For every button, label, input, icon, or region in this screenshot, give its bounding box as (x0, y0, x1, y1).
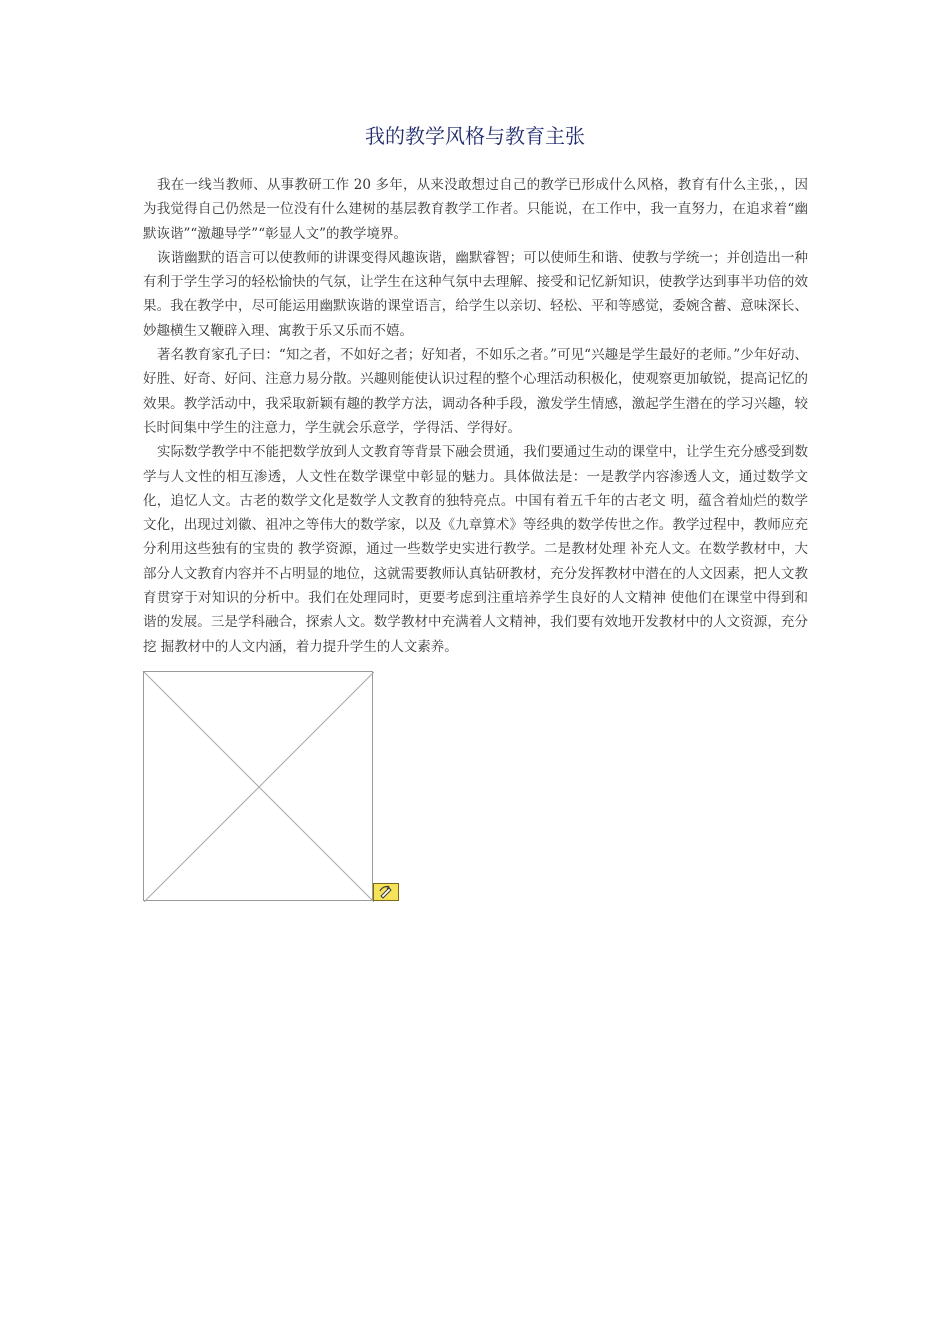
edit-object-icon (378, 885, 394, 899)
paragraph: 著名教育家孔子曰：“知之者，不如好之者；好知者，不如乐之者。”可见“兴趣是学生最好的老师。”少年好动、好胜、好奇、好问、注意力易分散。兴趣则能使认识过程的整个心理活动积极化，使观察更加敏锐，提高记忆的效果。教学活动中，我采取新颖有趣的教学方法，调动各种手段，激发学生情感，激起学生潜在的学习兴趣，较长时间集中学生的注意力，学生就会乐意学，学得活、学得好。 (143, 347, 808, 436)
paragraph: 实际数学教学中不能把数学放到人文教育等背景下融会贯通，我们要通过生动的课堂中，让学生充分感受到数学与人文性的相互渗透，人文性在数学课堂中彰显的魅力。具体做法是：一是教学内容渗透人文，通过数学文化，追忆人文。古老的数学文化是数学人文教育的独特亮点。中国有着五千年的古老文 明，蕴含着灿烂的数学文化，出现过刘徽、祖冲之等伟大的数学家，以及《九章算术》等经典的数学传世之作。教学过程中，教师应充分利用这些独有的宝贵的 教学资源，通过一些数学史实进行教学。二是教材处理 补充人文。在数学教材中，大部分人文教育内容并不占明显的地位，这就需要教师认真钻研教材，充分发挥教材中潜在的人文因素，把人文教育贯穿于对知识的分析中。我们在处理同时，更要考虑到注重培养学生良好的人文精神 使他们在课堂中得到和谐的发展。三是学科融合，探索人文。数学教材中充满着人文精神，我们要有效地开发教材中的人文资源，充分挖 掘教材中的人文内涵，着力提升学生的人文素养。 (143, 444, 808, 655)
paragraph: 诙谐幽默的语言可以使教师的讲课变得风趣诙谐，幽默睿智；可以使师生和谐、使教与学统一；并创造出一种有利于学生学习的轻松愉快的气氛，让学生在这种气氛中去理解、接受和记忆新知识，使教学达到事半功倍的效果。我在教学中，尽可能运用幽默诙谐的课堂语言，给学生以亲切、轻松、平和等感觉，委婉含蓄、意味深长、妙趣横生又鞭辟入理、寓教于乐又乐而不嬉。 (143, 249, 808, 339)
object-handle-button[interactable] (373, 883, 399, 901)
document-body (143, 173, 808, 659)
broken-image-icon (144, 672, 374, 902)
image-placeholder[interactable] (143, 671, 373, 901)
document-title: 我的教学风格与教育主张 (365, 124, 585, 148)
paragraph: 我在一线当教师、从事教研工作 20 多年，从来没敢想过自己的教学已形成什么风格，教育有什么主张，，因为我觉得自己仍然是一位没有什么建树的基层教育教学工作者。只能说，在工作中，我一直努力，在追求着“幽默诙谐”“激趣导学”“彰显人文”的教学境界。 (143, 177, 808, 242)
